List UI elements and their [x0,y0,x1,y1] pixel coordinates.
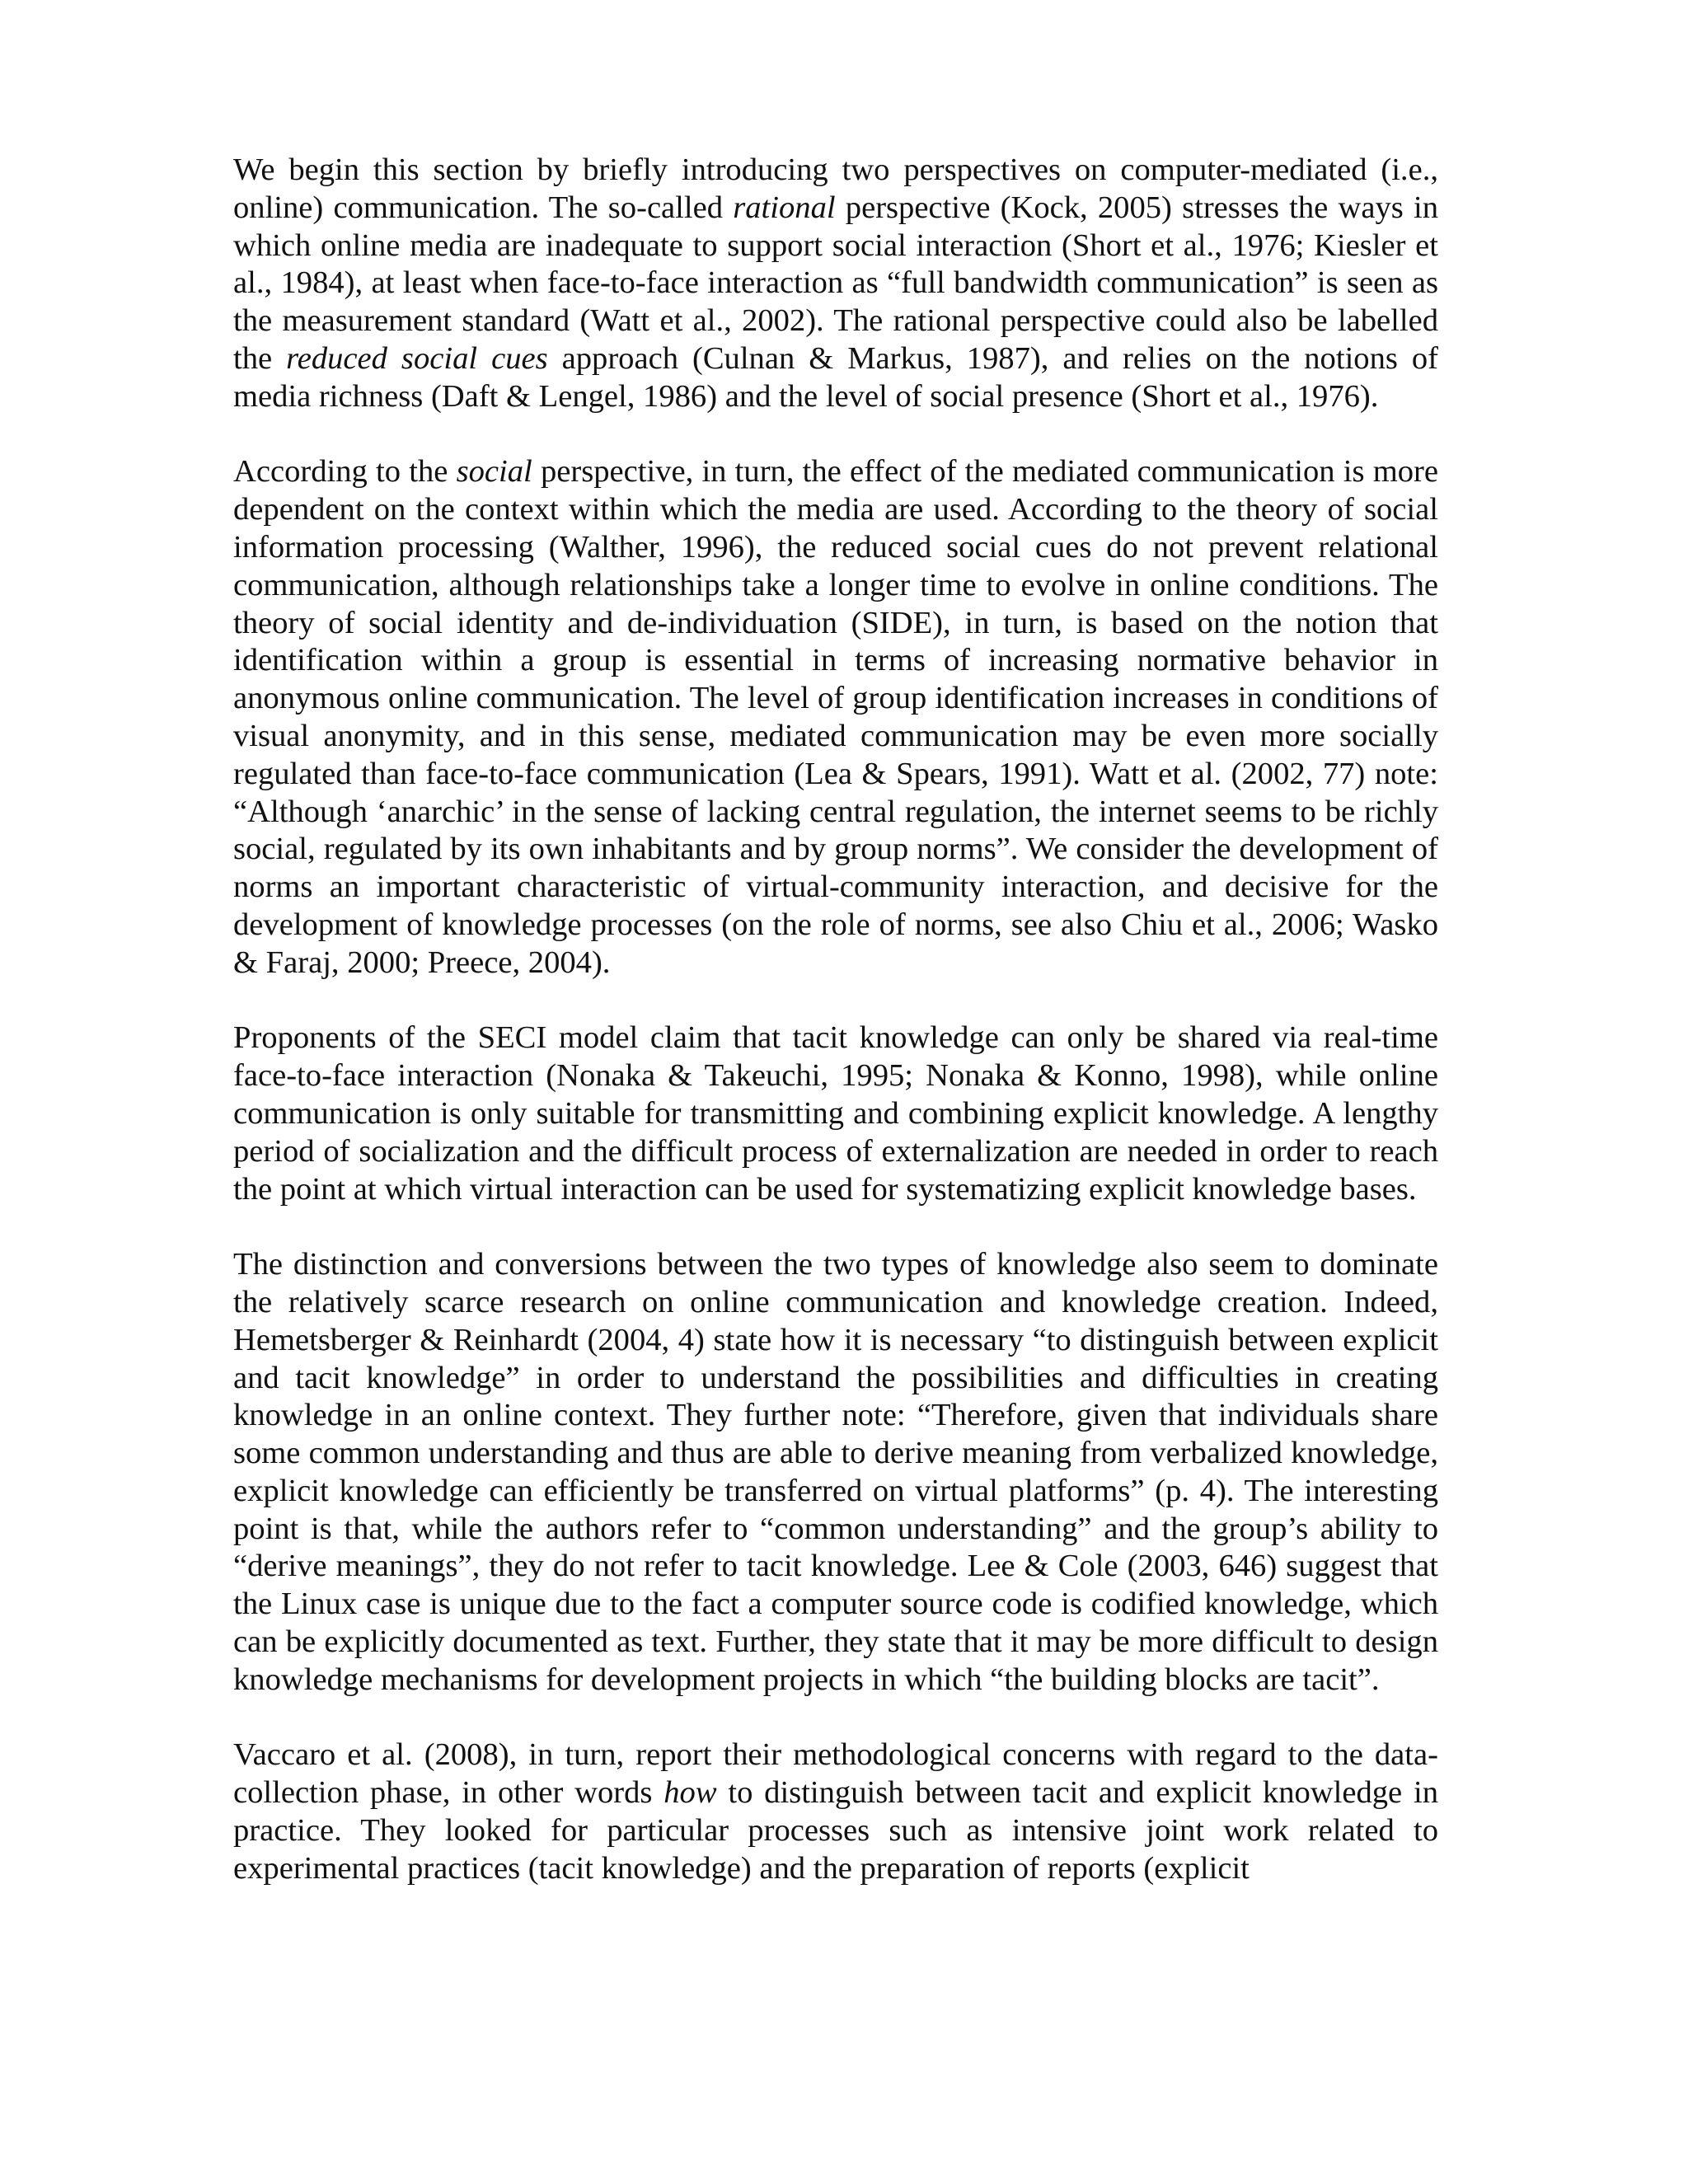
paragraph-seci-model [233,1019,1438,1208]
italic-term-reduced-social-cues: reduced social cues [286,340,548,376]
paragraph-text: approach (Culnan & Markus, 1987), and relies on the notions of media richness (Daft & Lengel, 1986) and the level of social presence (Short et al., 1976). [233,340,1438,414]
paragraph-knowledge-distinction [233,1246,1438,1699]
paragraph-text: perspective (Kock, 2005) stresses the ways in which online media are inadequate to support social interaction (Short et al., 1976; Kiesler et al., 1984), at least when face-to-face interaction as “full bandwidth communication” is seen as the measurement standard (Watt et al., 2002). The rational perspective could also be labelled the [233,190,1438,376]
italic-term-social: social [456,454,532,490]
paragraph-text: According to the [233,454,457,490]
paragraph-text: Proponents of the SECI model claim that tacit knowledge can only be shared via real-time face-to-face interaction (Nonaka & Takeuchi, 1995; Nonaka & Konno, 1998), while online communication is only suitable for transmitting and combining explicit knowledge. A lengthy period of socialization and the difficult process of externalization are needed in order to reach the point at which virtual interaction can be used for systematizing explicit knowledge bases. [233,1020,1438,1207]
paragraph-social-perspective [233,453,1438,982]
paragraph-vaccaro [233,1736,1438,1887]
paragraph-text: Vaccaro et al. (2008), in turn, report their methodological concerns with regard to the data-collection phase, in other words [233,1737,1438,1811]
paragraph-text: We begin this section by briefly introducing two perspectives on computer-mediated (i.e., online) communication. The so-called [233,152,1438,225]
paragraph-text: perspective, in turn, the effect of the mediated communication is more dependent on the context within which the media are used. According to the theory of social information processing (Walther, 1996), the reduced social cues do not prevent relational communication, although relationships take a longer time to evolve in online conditions. The theory of social identity and de-individuation (SIDE), in turn, is based on the notion that identification within a group is essential in terms of increasing normative behavior in anonymous online communication. The level of group identification increases in conditions of visual anonymity, and in this sense, mediated communication may be even more socially regulated than face-to-face communication (Lea & Spears, 1991). Watt et al. (2002, 77) note: “Although ‘anarchic’ in the sense of lacking central regulation, the internet seems to be richly social, regulated by its own inhabitants and by group norms”. We consider the development of norms an important characteristic of virtual-community interaction, and decisive for the development of knowledge processes (on the role of norms, see also Chiu et al., 2006; Wasko & Faraj, 2000; Preece, 2004). [233,454,1438,980]
italic-term-how: how [663,1775,717,1811]
paragraph-text: to distinguish between tacit and explicit knowledge in practice. They looked for particular processes such as intensive joint work related to experimental practices (tacit knowledge) and the preparation of reports (explicit [233,1775,1439,1886]
document-page [233,152,1438,1888]
paragraph-rational-perspective [233,152,1438,416]
italic-term-rational: rational [733,190,836,225]
paragraph-text: The distinction and conversions between the two types of knowledge also seem to dominate the relatively scarce research on online communication and knowledge creation. Indeed, Hemetsberger & Reinhardt (2004, 4) state how it is necessary “to distinguish between explicit and tacit knowledge” in order to understand the possibilities and difficulties in creating knowledge in an online context. They further note: “Therefore, given that individuals share some common understanding and thus are able to derive meaning from verbalized knowledge, explicit knowledge can efficiently be transferred on virtual platforms” (p. 4). The interesting point is that, while the authors refer to “common understanding” and the group’s ability to “derive meanings”, they do not refer to tacit knowledge. Lee & Cole (2003, 646) suggest that the Linux case is unique due to the fact a computer source code is codified knowledge, which can be explicitly documented as text. Further, they state that it may be more difficult to design knowledge mechanisms for development projects in which “the building blocks are tacit”. [233,1247,1438,1697]
